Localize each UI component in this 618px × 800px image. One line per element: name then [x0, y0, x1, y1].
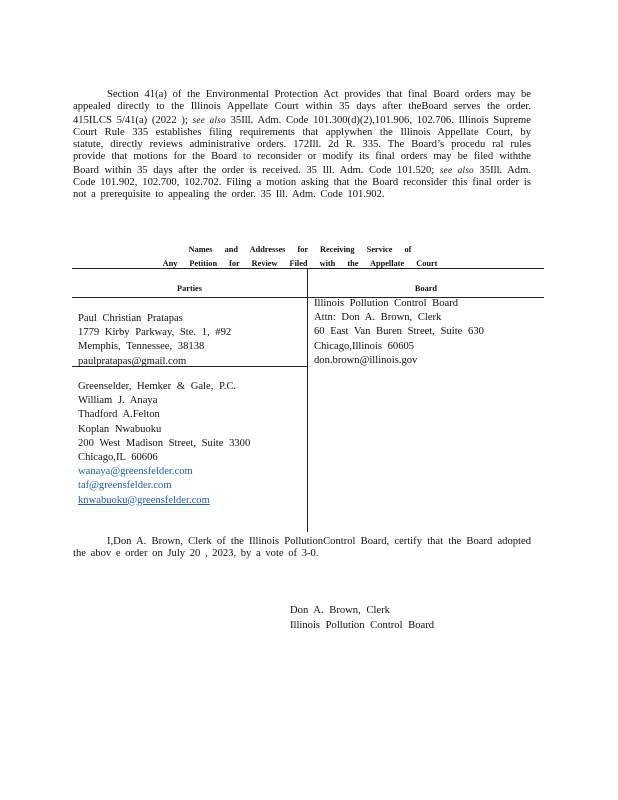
parties-column-header: Parties [177, 284, 202, 293]
board-contact [314, 297, 484, 368]
party2-attorney-anaya: William J. Anaya [78, 395, 158, 407]
see-also-1: see also [192, 114, 226, 125]
notice-text-2: 35Ill. Adm. Code 101.300(d)(2),101.906, 102.706. Illinois Supreme Court Rule 335 establishes filing requirements that applywhen the Illinois Appellate Court, by statute, directly reviews administrative orders. 172Ill. 2d R. 335. The Board’s procedu ral rules provide that motions for the Board to reconsider or modify its final orders may be filed withthe Board within 35 days after the order is received. 35 Ill. Adm. Code 101.520; [73, 114, 531, 176]
notice-text-1: Section 41(a) of the Environmental Protection Act provides that final Board orders may be appealed directly to the Illinois Appellate Court within 35 days after theBoard serves the order. 415ILCS 5/41(a) (2022 ); [73, 89, 531, 126]
party2-attorney-nwabuoku: Koplan Nwabuoku [78, 423, 162, 435]
board-column-header: Board [414, 284, 438, 293]
signature-name: Don A. Brown, Clerk [290, 605, 390, 616]
party2-attorney-felton: Thadford A.Felton [78, 409, 160, 421]
board-city: Chicago,Illinois 60605 [314, 340, 415, 352]
table-column-divider [307, 268, 308, 532]
party2-email-nwabuoku[interactable]: knwabuoku@greensfelder.com [78, 494, 210, 506]
party1-city: Memphis, Tennessee, 38138 [78, 341, 205, 353]
table-top-border [72, 268, 544, 269]
party2-firm: Greenselder, Hemker & Gale, P.C. [78, 381, 237, 392]
service-title-line-1: Names and Addresses for Receiving Service of [188, 245, 412, 254]
party1-street: 1779 Kirby Parkway, Ste. 1, #92 [78, 327, 232, 339]
signature-organization: Illinois Pollution Control Board [290, 619, 435, 631]
certification-paragraph: I,Don A. Brown, Clerk of the Illinois PollutionControl Board, certify that the Board adopted the abov e order on July 20 , 2023, by a vote of 3-0. [73, 536, 531, 560]
service-table [72, 268, 544, 532]
party2-email-anaya[interactable]: wanaya@greensfelder.com [78, 466, 193, 478]
notice-text-3: 35Ill. Adm. Code 101.902, 102.700, 102.702. Filing a motion asking that the Board reconsider this final order is not a prerequisite to appealing the order. 35 Ill. Adm. Code 101.902. [73, 164, 531, 201]
party2-email-felton[interactable]: taf@greensfelder.com [78, 480, 172, 492]
party2-city: Chicago,IL 60606 [78, 452, 158, 464]
service-title-line-2: Any Petition for Review Filed with the Appellate Court [162, 258, 438, 268]
party1-name: Paul Christian Pratapas [78, 313, 183, 324]
party1-email[interactable]: paulpratapas@gmail.com [78, 355, 187, 367]
board-attn: Attn: Don A. Brown, Clerk [314, 312, 442, 324]
board-street: 60 East Van Buren Street, Suite 630 [314, 326, 484, 338]
party2-street: 200 West Madison Street, Suite 3300 [78, 437, 251, 449]
board-name: Illinois Pollution Control Board [314, 298, 459, 309]
see-also-2: see also [439, 164, 474, 175]
board-email[interactable]: don.brown@illinois.gov [314, 354, 418, 366]
party-greensfelder [78, 380, 250, 508]
appeal-notice-paragraph [73, 89, 531, 202]
signature-block [290, 604, 434, 633]
service-table-title [150, 243, 450, 270]
party-pratapas [78, 312, 231, 369]
